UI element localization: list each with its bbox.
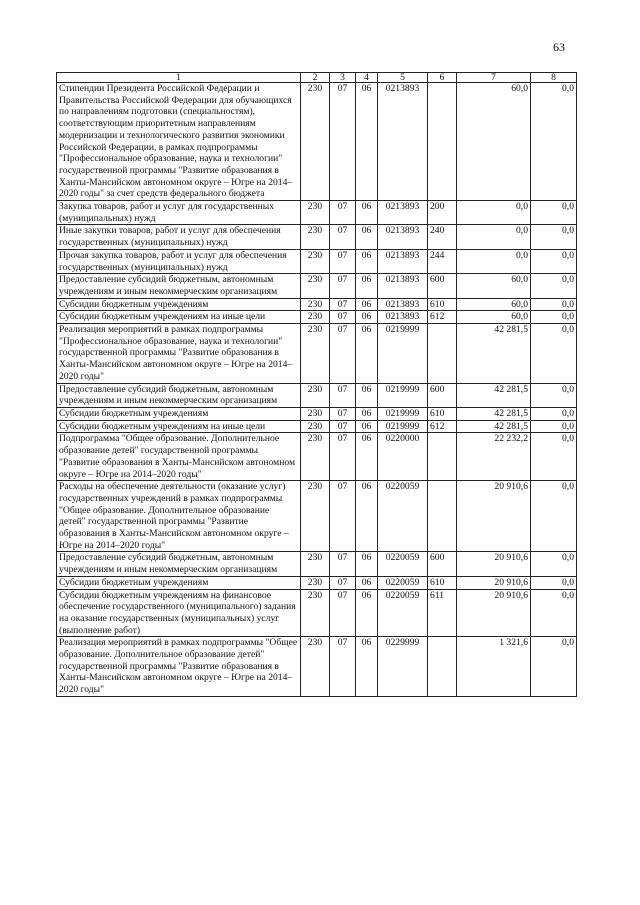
- row-subsection-cell: 06: [356, 552, 378, 576]
- row-name-cell: Предоставление субсидий бюджетным, автономным учреждениям и иным некоммерческим организациям: [57, 383, 301, 407]
- row-grbs-cell: 230: [301, 311, 330, 324]
- row-amount-cell: 0,0: [457, 249, 531, 273]
- table-row: [57, 274, 577, 298]
- row-section-cell: 07: [330, 298, 356, 311]
- row-target-article-cell: 0213893: [378, 249, 428, 273]
- row-expense-type-cell: [428, 637, 457, 697]
- row-section-cell: 07: [330, 201, 356, 225]
- row-section-cell: 07: [330, 225, 356, 249]
- row-amount-cell: 0,0: [457, 225, 531, 249]
- row-grbs-cell: 230: [301, 637, 330, 697]
- table-row: [57, 637, 577, 697]
- table-row: [57, 298, 577, 311]
- row-expense-type-cell: 600: [428, 274, 457, 298]
- row-expense-type-cell: 600: [428, 383, 457, 407]
- column-header: 1: [57, 73, 301, 83]
- row-grbs-cell: 230: [301, 420, 330, 433]
- row-grbs-cell: 230: [301, 298, 330, 311]
- row-grbs-cell: 230: [301, 433, 330, 481]
- row-grbs-cell: 230: [301, 589, 330, 637]
- row-subsection-cell: 06: [356, 433, 378, 481]
- table-row: [57, 481, 577, 552]
- table-row: [57, 420, 577, 433]
- row-expense-type-cell: 610: [428, 298, 457, 311]
- row-name-cell: Субсидии бюджетным учреждениям: [57, 576, 301, 589]
- row-name-cell: Реализация мероприятий в рамках подпрограммы "Общее образование. Дополнительное образование детей" государственной программы "Развитие образования в Ханты-Мансийском автономном округе – Югре на 2014–2020 годы": [57, 637, 301, 697]
- row-name-cell: Расходы на обеспечение деятельности (оказание услуг) государственных учреждений в рамках подпрограммы "Общее образование. Дополнительное образование детей" государственной программы "Развитие образования в Ханты-Мансийском автономном округе – Югре на 2014–2020 годы": [57, 481, 301, 552]
- table-row: [57, 552, 577, 576]
- row-amount-second-cell: 0,0: [531, 407, 577, 420]
- row-grbs-cell: 230: [301, 576, 330, 589]
- row-expense-type-cell: 612: [428, 420, 457, 433]
- row-target-article-cell: 0213893: [378, 225, 428, 249]
- page-number: 63: [553, 40, 565, 54]
- column-header: 6: [428, 73, 457, 83]
- table-row: [57, 383, 577, 407]
- row-name-cell: Субсидии бюджетным учреждениям: [57, 298, 301, 311]
- column-header: 3: [330, 73, 356, 83]
- row-subsection-cell: 06: [356, 298, 378, 311]
- table-row: [57, 324, 577, 384]
- row-amount-second-cell: 0,0: [531, 552, 577, 576]
- column-header: 5: [378, 73, 428, 83]
- row-amount-cell: 60,0: [457, 274, 531, 298]
- row-amount-cell: 42 281,5: [457, 383, 531, 407]
- row-section-cell: 07: [330, 83, 356, 201]
- column-header: 4: [356, 73, 378, 83]
- row-amount-cell: 20 910,6: [457, 552, 531, 576]
- row-amount-cell: 60,0: [457, 311, 531, 324]
- row-target-article-cell: 0219999: [378, 383, 428, 407]
- row-expense-type-cell: [428, 324, 457, 384]
- row-amount-cell: 20 910,6: [457, 481, 531, 552]
- row-amount-second-cell: 0,0: [531, 274, 577, 298]
- row-amount-cell: 60,0: [457, 83, 531, 201]
- row-subsection-cell: 06: [356, 420, 378, 433]
- row-grbs-cell: 230: [301, 201, 330, 225]
- row-target-article-cell: 0213893: [378, 311, 428, 324]
- row-target-article-cell: 0220059: [378, 481, 428, 552]
- row-section-cell: 07: [330, 433, 356, 481]
- table-row: [57, 407, 577, 420]
- row-amount-cell: 1 321,6: [457, 637, 531, 697]
- table-row: [57, 83, 577, 201]
- row-section-cell: 07: [330, 420, 356, 433]
- row-subsection-cell: 06: [356, 576, 378, 589]
- row-target-article-cell: 0213893: [378, 274, 428, 298]
- row-amount-cell: 60,0: [457, 298, 531, 311]
- row-subsection-cell: 06: [356, 311, 378, 324]
- row-section-cell: 07: [330, 552, 356, 576]
- row-section-cell: 07: [330, 637, 356, 697]
- row-amount-second-cell: 0,0: [531, 249, 577, 273]
- row-target-article-cell: 0213893: [378, 201, 428, 225]
- row-amount-second-cell: 0,0: [531, 481, 577, 552]
- table-row: [57, 225, 577, 249]
- row-name-cell: Стипендии Президента Российской Федерации и Правительства Российской Федерации для обучающихся по направлениям подготовки (специальностям), соответствующим приоритетным направлениям модернизации и технологического развития экономики Российской Федерации, в рамках подпрограммы "Профессиональное образование, наука и технологии" государственной программы "Развитие образования в Ханты-Мансийском автономном округе – Югре на 2014–2020 годы" за счет средств федерального бюджета: [57, 83, 301, 201]
- row-amount-second-cell: 0,0: [531, 311, 577, 324]
- table-row: [57, 201, 577, 225]
- table-row: [57, 589, 577, 637]
- row-subsection-cell: 06: [356, 589, 378, 637]
- row-subsection-cell: 06: [356, 225, 378, 249]
- row-expense-type-cell: 600: [428, 552, 457, 576]
- row-grbs-cell: 230: [301, 274, 330, 298]
- row-target-article-cell: 0219999: [378, 407, 428, 420]
- table-header-row: [57, 73, 577, 83]
- row-amount-cell: 22 232,2: [457, 433, 531, 481]
- row-name-cell: Субсидии бюджетным учреждениям на финансовое обеспечение государственного (муниципального) задания на оказание государственных (муниципальных) услуг (выполнение работ): [57, 589, 301, 637]
- row-target-article-cell: 0213893: [378, 298, 428, 311]
- row-grbs-cell: 230: [301, 324, 330, 384]
- row-subsection-cell: 06: [356, 201, 378, 225]
- row-section-cell: 07: [330, 589, 356, 637]
- column-header: 7: [457, 73, 531, 83]
- row-name-cell: Подпрограмма "Общее образование. Дополнительное образование детей" государственной программы "Развитие образования в Ханты-Мансийском автономном округе – Югре на 2014–2020 годы": [57, 433, 301, 481]
- row-amount-second-cell: 0,0: [531, 298, 577, 311]
- row-target-article-cell: 0213893: [378, 83, 428, 201]
- table-row: [57, 433, 577, 481]
- row-name-cell: Субсидии бюджетным учреждениям: [57, 407, 301, 420]
- row-subsection-cell: 06: [356, 83, 378, 201]
- row-grbs-cell: 230: [301, 383, 330, 407]
- row-section-cell: 07: [330, 324, 356, 384]
- row-name-cell: Закупка товаров, работ и услуг для государственных (муниципальных) нужд: [57, 201, 301, 225]
- row-name-cell: Субсидии бюджетным учреждениям на иные цели: [57, 420, 301, 433]
- row-grbs-cell: 230: [301, 83, 330, 201]
- row-name-cell: Предоставление субсидий бюджетным, автономным учреждениям и иным некоммерческим организациям: [57, 274, 301, 298]
- row-target-article-cell: 0220059: [378, 589, 428, 637]
- row-expense-type-cell: 240: [428, 225, 457, 249]
- row-target-article-cell: 0219999: [378, 420, 428, 433]
- table-row: [57, 249, 577, 273]
- row-target-article-cell: 0229999: [378, 637, 428, 697]
- column-header: 8: [531, 73, 577, 83]
- table-body: [57, 83, 577, 697]
- row-amount-second-cell: 0,0: [531, 589, 577, 637]
- row-section-cell: 07: [330, 249, 356, 273]
- row-name-cell: Реализация мероприятий в рамках подпрограммы "Профессиональное образование, наука и технологии" государственной программы "Развитие образования в Ханты-Мансийском автономном округе – Югре на 2014–2020 годы": [57, 324, 301, 384]
- row-subsection-cell: 06: [356, 324, 378, 384]
- row-amount-cell: 0,0: [457, 201, 531, 225]
- row-amount-second-cell: 0,0: [531, 225, 577, 249]
- row-expense-type-cell: [428, 481, 457, 552]
- row-expense-type-cell: 244: [428, 249, 457, 273]
- row-grbs-cell: 230: [301, 407, 330, 420]
- column-header: 2: [301, 73, 330, 83]
- row-section-cell: 07: [330, 576, 356, 589]
- row-amount-second-cell: 0,0: [531, 383, 577, 407]
- row-amount-second-cell: 0,0: [531, 433, 577, 481]
- row-expense-type-cell: 611: [428, 589, 457, 637]
- row-amount-second-cell: 0,0: [531, 420, 577, 433]
- row-amount-second-cell: 0,0: [531, 201, 577, 225]
- row-target-article-cell: 0220059: [378, 576, 428, 589]
- row-amount-cell: 42 281,5: [457, 420, 531, 433]
- row-expense-type-cell: 610: [428, 407, 457, 420]
- row-name-cell: Предоставление субсидий бюджетным, автономным учреждениям и иным некоммерческим организациям: [57, 552, 301, 576]
- row-grbs-cell: 230: [301, 249, 330, 273]
- row-subsection-cell: 06: [356, 274, 378, 298]
- row-grbs-cell: 230: [301, 225, 330, 249]
- table-row: [57, 311, 577, 324]
- row-section-cell: 07: [330, 383, 356, 407]
- row-target-article-cell: 0219999: [378, 324, 428, 384]
- row-subsection-cell: 06: [356, 407, 378, 420]
- row-name-cell: Иные закупки товаров, работ и услуг для обеспечения государственных (муниципальных) нужд: [57, 225, 301, 249]
- row-subsection-cell: 06: [356, 481, 378, 552]
- row-name-cell: Прочая закупка товаров, работ и услуг для обеспечения государственных (муниципальных) нужд: [57, 249, 301, 273]
- row-section-cell: 07: [330, 311, 356, 324]
- row-expense-type-cell: 610: [428, 576, 457, 589]
- row-amount-cell: 42 281,5: [457, 324, 531, 384]
- row-expense-type-cell: 200: [428, 201, 457, 225]
- row-section-cell: 07: [330, 481, 356, 552]
- table-row: [57, 576, 577, 589]
- row-section-cell: 07: [330, 274, 356, 298]
- row-amount-second-cell: 0,0: [531, 576, 577, 589]
- row-subsection-cell: 06: [356, 383, 378, 407]
- budget-table: [56, 72, 577, 697]
- row-subsection-cell: 06: [356, 637, 378, 697]
- row-grbs-cell: 230: [301, 552, 330, 576]
- row-amount-second-cell: 0,0: [531, 324, 577, 384]
- row-name-cell: Субсидии бюджетным учреждениям на иные цели: [57, 311, 301, 324]
- row-expense-type-cell: 612: [428, 311, 457, 324]
- row-amount-cell: 20 910,6: [457, 589, 531, 637]
- row-amount-cell: 42 281,5: [457, 407, 531, 420]
- row-section-cell: 07: [330, 407, 356, 420]
- row-target-article-cell: 0220059: [378, 552, 428, 576]
- row-amount-second-cell: 0,0: [531, 637, 577, 697]
- row-target-article-cell: 0220000: [378, 433, 428, 481]
- row-expense-type-cell: [428, 83, 457, 201]
- row-amount-cell: 20 910,6: [457, 576, 531, 589]
- row-expense-type-cell: [428, 433, 457, 481]
- row-grbs-cell: 230: [301, 481, 330, 552]
- row-subsection-cell: 06: [356, 249, 378, 273]
- row-amount-second-cell: 0,0: [531, 83, 577, 201]
